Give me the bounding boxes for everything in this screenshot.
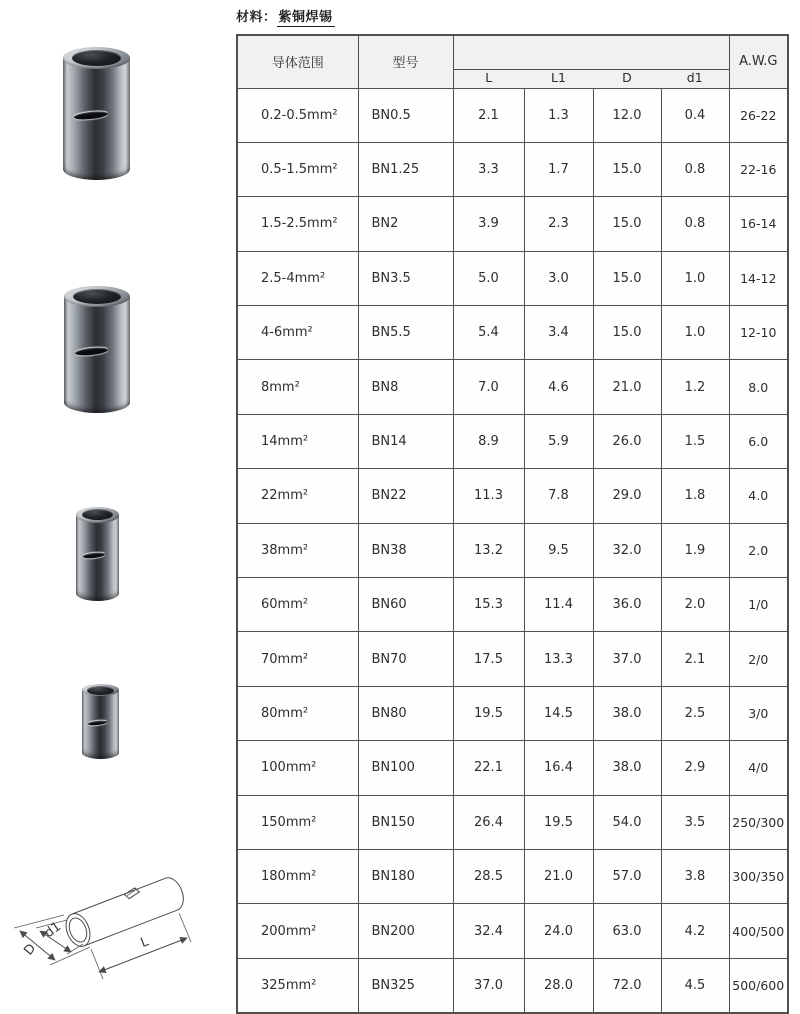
cell-range: 80mm² xyxy=(237,686,358,740)
header-dim-L1: L1 xyxy=(524,69,593,88)
cell-awg: 6.0 xyxy=(729,414,788,468)
cell-range: 1.5-2.5mm² xyxy=(237,197,358,251)
cell-d1: 4.2 xyxy=(661,904,729,958)
table-row xyxy=(237,958,788,1012)
cell-model: BN200 xyxy=(358,904,453,958)
cell-d1: 4.5 xyxy=(661,958,729,1012)
cell-D: 12.0 xyxy=(593,88,661,142)
cell-L: 15.3 xyxy=(453,578,524,632)
cell-model: BN1.25 xyxy=(358,142,453,196)
cell-model: BN150 xyxy=(358,795,453,849)
table-row xyxy=(237,360,788,414)
cell-model: BN3.5 xyxy=(358,251,453,305)
cell-L1: 28.0 xyxy=(524,958,593,1012)
cell-awg: 500/600 xyxy=(729,958,788,1012)
material-value: 紫铜焊锡 xyxy=(278,10,333,25)
header-dims-group xyxy=(453,35,729,69)
product-photo-column xyxy=(0,0,232,995)
cell-model: BN325 xyxy=(358,958,453,1012)
cell-D: 63.0 xyxy=(593,904,661,958)
cell-L1: 2.3 xyxy=(524,197,593,251)
cell-awg: 3/0 xyxy=(729,686,788,740)
diagram-label-L: L xyxy=(138,934,151,952)
table-row xyxy=(237,741,788,795)
cell-L1: 3.4 xyxy=(524,306,593,360)
table-row xyxy=(237,578,788,632)
cell-L: 32.4 xyxy=(453,904,524,958)
cell-D: 29.0 xyxy=(593,469,661,523)
cell-L1: 9.5 xyxy=(524,523,593,577)
header-awg: A.W.G xyxy=(729,35,788,88)
table-row xyxy=(237,904,788,958)
cell-d1: 2.9 xyxy=(661,741,729,795)
cell-L1: 16.4 xyxy=(524,741,593,795)
cell-D: 54.0 xyxy=(593,795,661,849)
cell-L1: 1.7 xyxy=(524,142,593,196)
cell-L: 5.0 xyxy=(453,251,524,305)
cell-model: BN5.5 xyxy=(358,306,453,360)
cell-d1: 1.9 xyxy=(661,523,729,577)
cell-L: 2.1 xyxy=(453,88,524,142)
connector-body xyxy=(64,296,130,413)
cell-awg: 22-16 xyxy=(729,142,788,196)
cell-model: BN100 xyxy=(358,741,453,795)
cell-d1: 0.4 xyxy=(661,88,729,142)
cell-range: 0.5-1.5mm² xyxy=(237,142,358,196)
cell-L: 3.3 xyxy=(453,142,524,196)
cell-range: 4-6mm² xyxy=(237,306,358,360)
cell-awg: 16-14 xyxy=(729,197,788,251)
cell-D: 26.0 xyxy=(593,414,661,468)
cell-L: 13.2 xyxy=(453,523,524,577)
cell-range: 325mm² xyxy=(237,958,358,1012)
cell-L: 17.5 xyxy=(453,632,524,686)
cell-L: 19.5 xyxy=(453,686,524,740)
cell-D: 15.0 xyxy=(593,197,661,251)
cell-awg: 2.0 xyxy=(729,523,788,577)
material-note xyxy=(236,6,792,25)
header-dim-d1: d1 xyxy=(661,69,729,88)
cell-d1: 3.8 xyxy=(661,849,729,903)
cell-D: 72.0 xyxy=(593,958,661,1012)
connector-body xyxy=(63,58,130,180)
cell-D: 38.0 xyxy=(593,686,661,740)
cell-model: BN80 xyxy=(358,686,453,740)
diagram-label-D: D xyxy=(21,941,40,959)
cell-d1: 1.2 xyxy=(661,360,729,414)
cell-model: BN180 xyxy=(358,849,453,903)
diagram-label-d1: d1 xyxy=(41,919,65,942)
table-row xyxy=(237,849,788,903)
cell-D: 15.0 xyxy=(593,142,661,196)
cell-d1: 2.1 xyxy=(661,632,729,686)
dimension-diagram xyxy=(10,852,220,992)
spec-table xyxy=(236,34,789,1014)
cell-model: BN70 xyxy=(358,632,453,686)
cell-d1: 1.5 xyxy=(661,414,729,468)
table-row xyxy=(237,469,788,523)
cell-awg: 400/500 xyxy=(729,904,788,958)
cell-model: BN14 xyxy=(358,414,453,468)
connector-photo-smallest xyxy=(82,684,119,759)
cell-range: 8mm² xyxy=(237,360,358,414)
cell-L: 37.0 xyxy=(453,958,524,1012)
cell-L1: 24.0 xyxy=(524,904,593,958)
spec-sheet xyxy=(236,6,792,1014)
cell-model: BN38 xyxy=(358,523,453,577)
cell-model: BN0.5 xyxy=(358,88,453,142)
cell-awg: 14-12 xyxy=(729,251,788,305)
cell-D: 37.0 xyxy=(593,632,661,686)
cell-L1: 5.9 xyxy=(524,414,593,468)
cell-range: 200mm² xyxy=(237,904,358,958)
dimension-diagram-svg xyxy=(10,852,220,992)
cell-range: 22mm² xyxy=(237,469,358,523)
connector-photo-large xyxy=(63,47,130,180)
header-dim-D: D xyxy=(593,69,661,88)
spec-table-body xyxy=(237,88,788,1013)
cell-L: 22.1 xyxy=(453,741,524,795)
cell-range: 14mm² xyxy=(237,414,358,468)
cell-d1: 2.0 xyxy=(661,578,729,632)
cell-d1: 0.8 xyxy=(661,142,729,196)
table-row xyxy=(237,523,788,577)
connector-body xyxy=(76,515,119,601)
cell-L1: 21.0 xyxy=(524,849,593,903)
cell-d1: 3.5 xyxy=(661,795,729,849)
cell-L: 8.9 xyxy=(453,414,524,468)
cell-model: BN2 xyxy=(358,197,453,251)
cell-D: 15.0 xyxy=(593,251,661,305)
header-conductor-range: 导体范围 xyxy=(237,35,358,88)
cell-L: 28.5 xyxy=(453,849,524,903)
cell-L1: 19.5 xyxy=(524,795,593,849)
cell-L: 7.0 xyxy=(453,360,524,414)
header-model: 型号 xyxy=(358,35,453,88)
cell-D: 57.0 xyxy=(593,849,661,903)
connector-photo-small xyxy=(76,507,119,601)
cell-L1: 11.4 xyxy=(524,578,593,632)
cell-D: 15.0 xyxy=(593,306,661,360)
cell-range: 2.5-4mm² xyxy=(237,251,358,305)
cell-L1: 13.3 xyxy=(524,632,593,686)
cell-D: 32.0 xyxy=(593,523,661,577)
cell-d1: 1.0 xyxy=(661,306,729,360)
cell-awg: 300/350 xyxy=(729,849,788,903)
cell-L1: 7.8 xyxy=(524,469,593,523)
table-row xyxy=(237,142,788,196)
cell-range: 38mm² xyxy=(237,523,358,577)
cell-awg: 250/300 xyxy=(729,795,788,849)
cell-range: 150mm² xyxy=(237,795,358,849)
connector-bore xyxy=(72,50,122,66)
cell-D: 21.0 xyxy=(593,360,661,414)
table-row xyxy=(237,686,788,740)
cell-awg: 4.0 xyxy=(729,469,788,523)
cell-L1: 3.0 xyxy=(524,251,593,305)
table-row xyxy=(237,197,788,251)
cell-D: 36.0 xyxy=(593,578,661,632)
cell-model: BN22 xyxy=(358,469,453,523)
cell-awg: 2/0 xyxy=(729,632,788,686)
header-dim-L: L xyxy=(453,69,524,88)
cell-awg: 4/0 xyxy=(729,741,788,795)
cell-model: BN60 xyxy=(358,578,453,632)
cell-d1: 1.0 xyxy=(661,251,729,305)
cell-L: 11.3 xyxy=(453,469,524,523)
connector-bore xyxy=(73,289,122,304)
cell-awg: 12-10 xyxy=(729,306,788,360)
cell-D: 38.0 xyxy=(593,741,661,795)
connector-photo-medium xyxy=(64,286,130,413)
cell-d1: 2.5 xyxy=(661,686,729,740)
cell-range: 0.2-0.5mm² xyxy=(237,88,358,142)
cell-range: 180mm² xyxy=(237,849,358,903)
dimension-lines xyxy=(14,913,191,979)
connector-bore xyxy=(87,686,114,695)
table-row xyxy=(237,795,788,849)
cell-d1: 0.8 xyxy=(661,197,729,251)
cell-L1: 4.6 xyxy=(524,360,593,414)
cell-L: 3.9 xyxy=(453,197,524,251)
spec-table-header xyxy=(237,35,788,88)
cell-awg: 26-22 xyxy=(729,88,788,142)
cell-L: 5.4 xyxy=(453,306,524,360)
table-row xyxy=(237,251,788,305)
cell-model: BN8 xyxy=(358,360,453,414)
cell-awg: 8.0 xyxy=(729,360,788,414)
cell-d1: 1.8 xyxy=(661,469,729,523)
cell-L: 26.4 xyxy=(453,795,524,849)
cell-range: 60mm² xyxy=(237,578,358,632)
cell-L1: 1.3 xyxy=(524,88,593,142)
table-row xyxy=(237,306,788,360)
table-row xyxy=(237,88,788,142)
tube-outline xyxy=(61,872,188,952)
cell-awg: 1/0 xyxy=(729,578,788,632)
material-label: 材料： xyxy=(236,10,277,25)
cell-L1: 14.5 xyxy=(524,686,593,740)
cell-range: 100mm² xyxy=(237,741,358,795)
table-row xyxy=(237,632,788,686)
cell-range: 70mm² xyxy=(237,632,358,686)
table-row xyxy=(237,414,788,468)
